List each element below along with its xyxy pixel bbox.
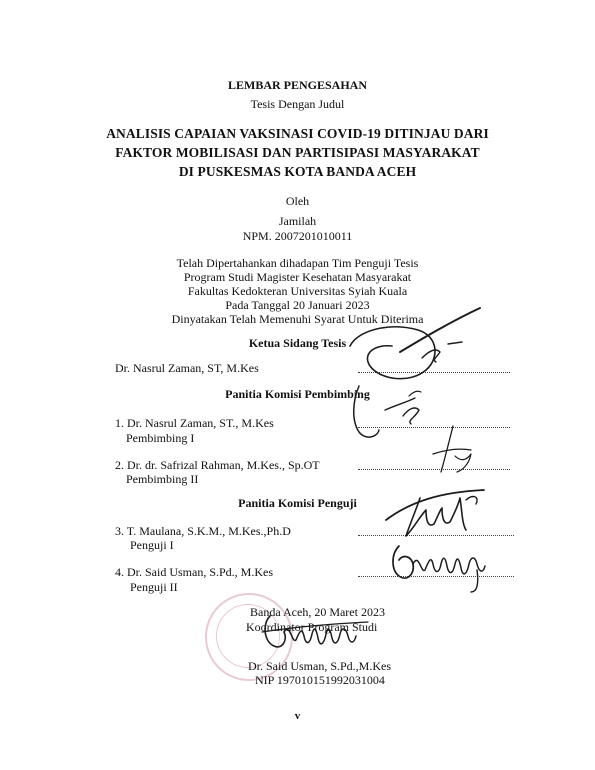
defense-line-1: Telah Dipertahankan dihadapan Tim Penguji Tesis xyxy=(176,256,419,270)
penguji-1-name: 3. T. Maulana, S.K.M., M.Kes.,Ph.D xyxy=(115,524,291,538)
penguji-2-role: Penguji II xyxy=(130,580,178,594)
page-subtitle: Tesis Dengan Judul xyxy=(250,97,345,111)
author-name: Jamilah xyxy=(278,214,317,228)
pembimbing-1-name: 1. Dr. Nasrul Zaman, ST., M.Kes xyxy=(115,416,274,430)
defense-line-2: Program Studi Magister Kesehatan Masyarakat xyxy=(183,270,412,284)
page-title: LEMBAR PENGESAHAN xyxy=(227,78,367,92)
penguji-2-name: 4. Dr. Said Usman, S.Pd., M.Kes xyxy=(115,565,274,579)
thesis-title-line-1: ANALISIS CAPAIAN VAKSINASI COVID-19 DITINJAU DARI xyxy=(106,126,489,141)
thesis-title-line-2: FAKTOR MOBILISASI DAN PARTISIPASI MASYARAKAT xyxy=(115,145,480,160)
closing-nip: NIP 197010151992031004 xyxy=(255,673,385,687)
defense-line-5: Dinyatakan Telah Memenuhi Syarat Untuk Diterima xyxy=(171,312,424,326)
closing-name: Dr. Said Usman, S.Pd.,M.Kes xyxy=(248,659,392,673)
by-label: Oleh xyxy=(285,194,310,208)
closing-position: Koordinator Program Studi xyxy=(246,620,378,634)
penguji-heading: Panitia Komisi Penguji xyxy=(238,496,357,510)
pembimbing-heading: Panitia Komisi Pembimbing xyxy=(225,387,370,401)
author-npm: NPM. 2007201010011 xyxy=(242,229,353,243)
page-number: v xyxy=(294,710,301,722)
pembimbing-2-name: 2. Dr. dr. Safrizal Rahman, M.Kes., Sp.OT xyxy=(115,458,320,472)
penguji-1-role: Penguji I xyxy=(130,538,174,552)
ketua-heading: Ketua Sidang Tesis xyxy=(248,336,347,350)
coordinator-signature xyxy=(258,602,378,662)
defense-line-4: Pada Tanggal 20 Januari 2023 xyxy=(225,298,370,312)
pembimbing-2-role: Pembimbing II xyxy=(126,472,199,486)
closing-place-date: Banda Aceh, 20 Maret 2023 xyxy=(250,605,385,619)
pembimbing-1-role: Pembimbing I xyxy=(126,431,195,445)
thesis-title-line-3: DI PUSKESMAS KOTA BANDA ACEH xyxy=(178,164,417,179)
pembimbing-2-signature xyxy=(425,420,485,480)
ketua-name: Dr. Nasrul Zaman, ST, M.Kes xyxy=(115,361,259,375)
defense-line-3: Fakultas Kedokteran Universitas Syiah Kuala xyxy=(187,284,408,298)
penguji-2-signature xyxy=(385,530,500,600)
